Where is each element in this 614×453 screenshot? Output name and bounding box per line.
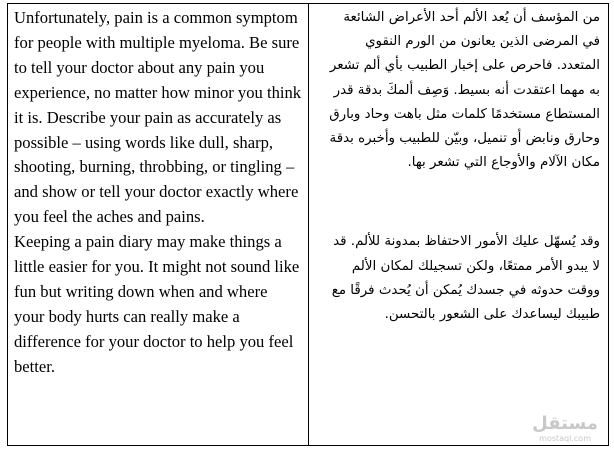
english-cell [8, 4, 309, 445]
watermark-latin: mostaql.com [539, 434, 591, 443]
arabic-paragraph-2: وقد يُسهّل عليك الأمور الاحتفاظ بمدونة للألم. قد لا يبدو الأمر ممتعًا، ولكن تسجيلك لمكان الألم ووقت حدوثه في جسدك يُمكن أن يُحدث فرقًا مع طبيبك ليساعدك على الشعور بالتحسن. [331, 234, 600, 323]
watermark-arabic: مستقل [532, 413, 598, 434]
arabic-paragraph-1: من المؤسف أن يُعد الألم أحد الأعراض الشائعة في المرضى الذين يعانون من الورم النقوي المتعدد. فاحرص على إخبار الطبيب بأي ألم تشعر به مهما اعتقدت أنه بسيط. وَصِف ألمكَ بدقة قدر المستطاع مستخدمًا كلمات مثل باهت وحاد وبارق وحارق ونابض أو تنميل، وبيّن للطبيب وأخبره بدقة مكان الآلام والأوجاع التي تشعر بها. [329, 10, 600, 171]
english-paragraph-2: Keeping a pain diary may make things a little easier for you. It might not sound like fun but writing down when and where your body hurts can really make a difference for your doctor to help you feel better. [14, 232, 300, 376]
mostaql-watermark [532, 414, 598, 443]
arabic-cell [309, 4, 608, 445]
translation-table [7, 3, 609, 446]
english-paragraph-1: Unfortunately, pain is a common symptom for people with multiple myeloma. Be sure to tell your doctor about any pain you experience, no matter how minor you think it is. Describe your pain as accurately as possible – using words like dull, sharp, shooting, burning, throbbing, or tingling – and show or tell your doctor exactly where you feel the aches and pains. [14, 8, 302, 227]
